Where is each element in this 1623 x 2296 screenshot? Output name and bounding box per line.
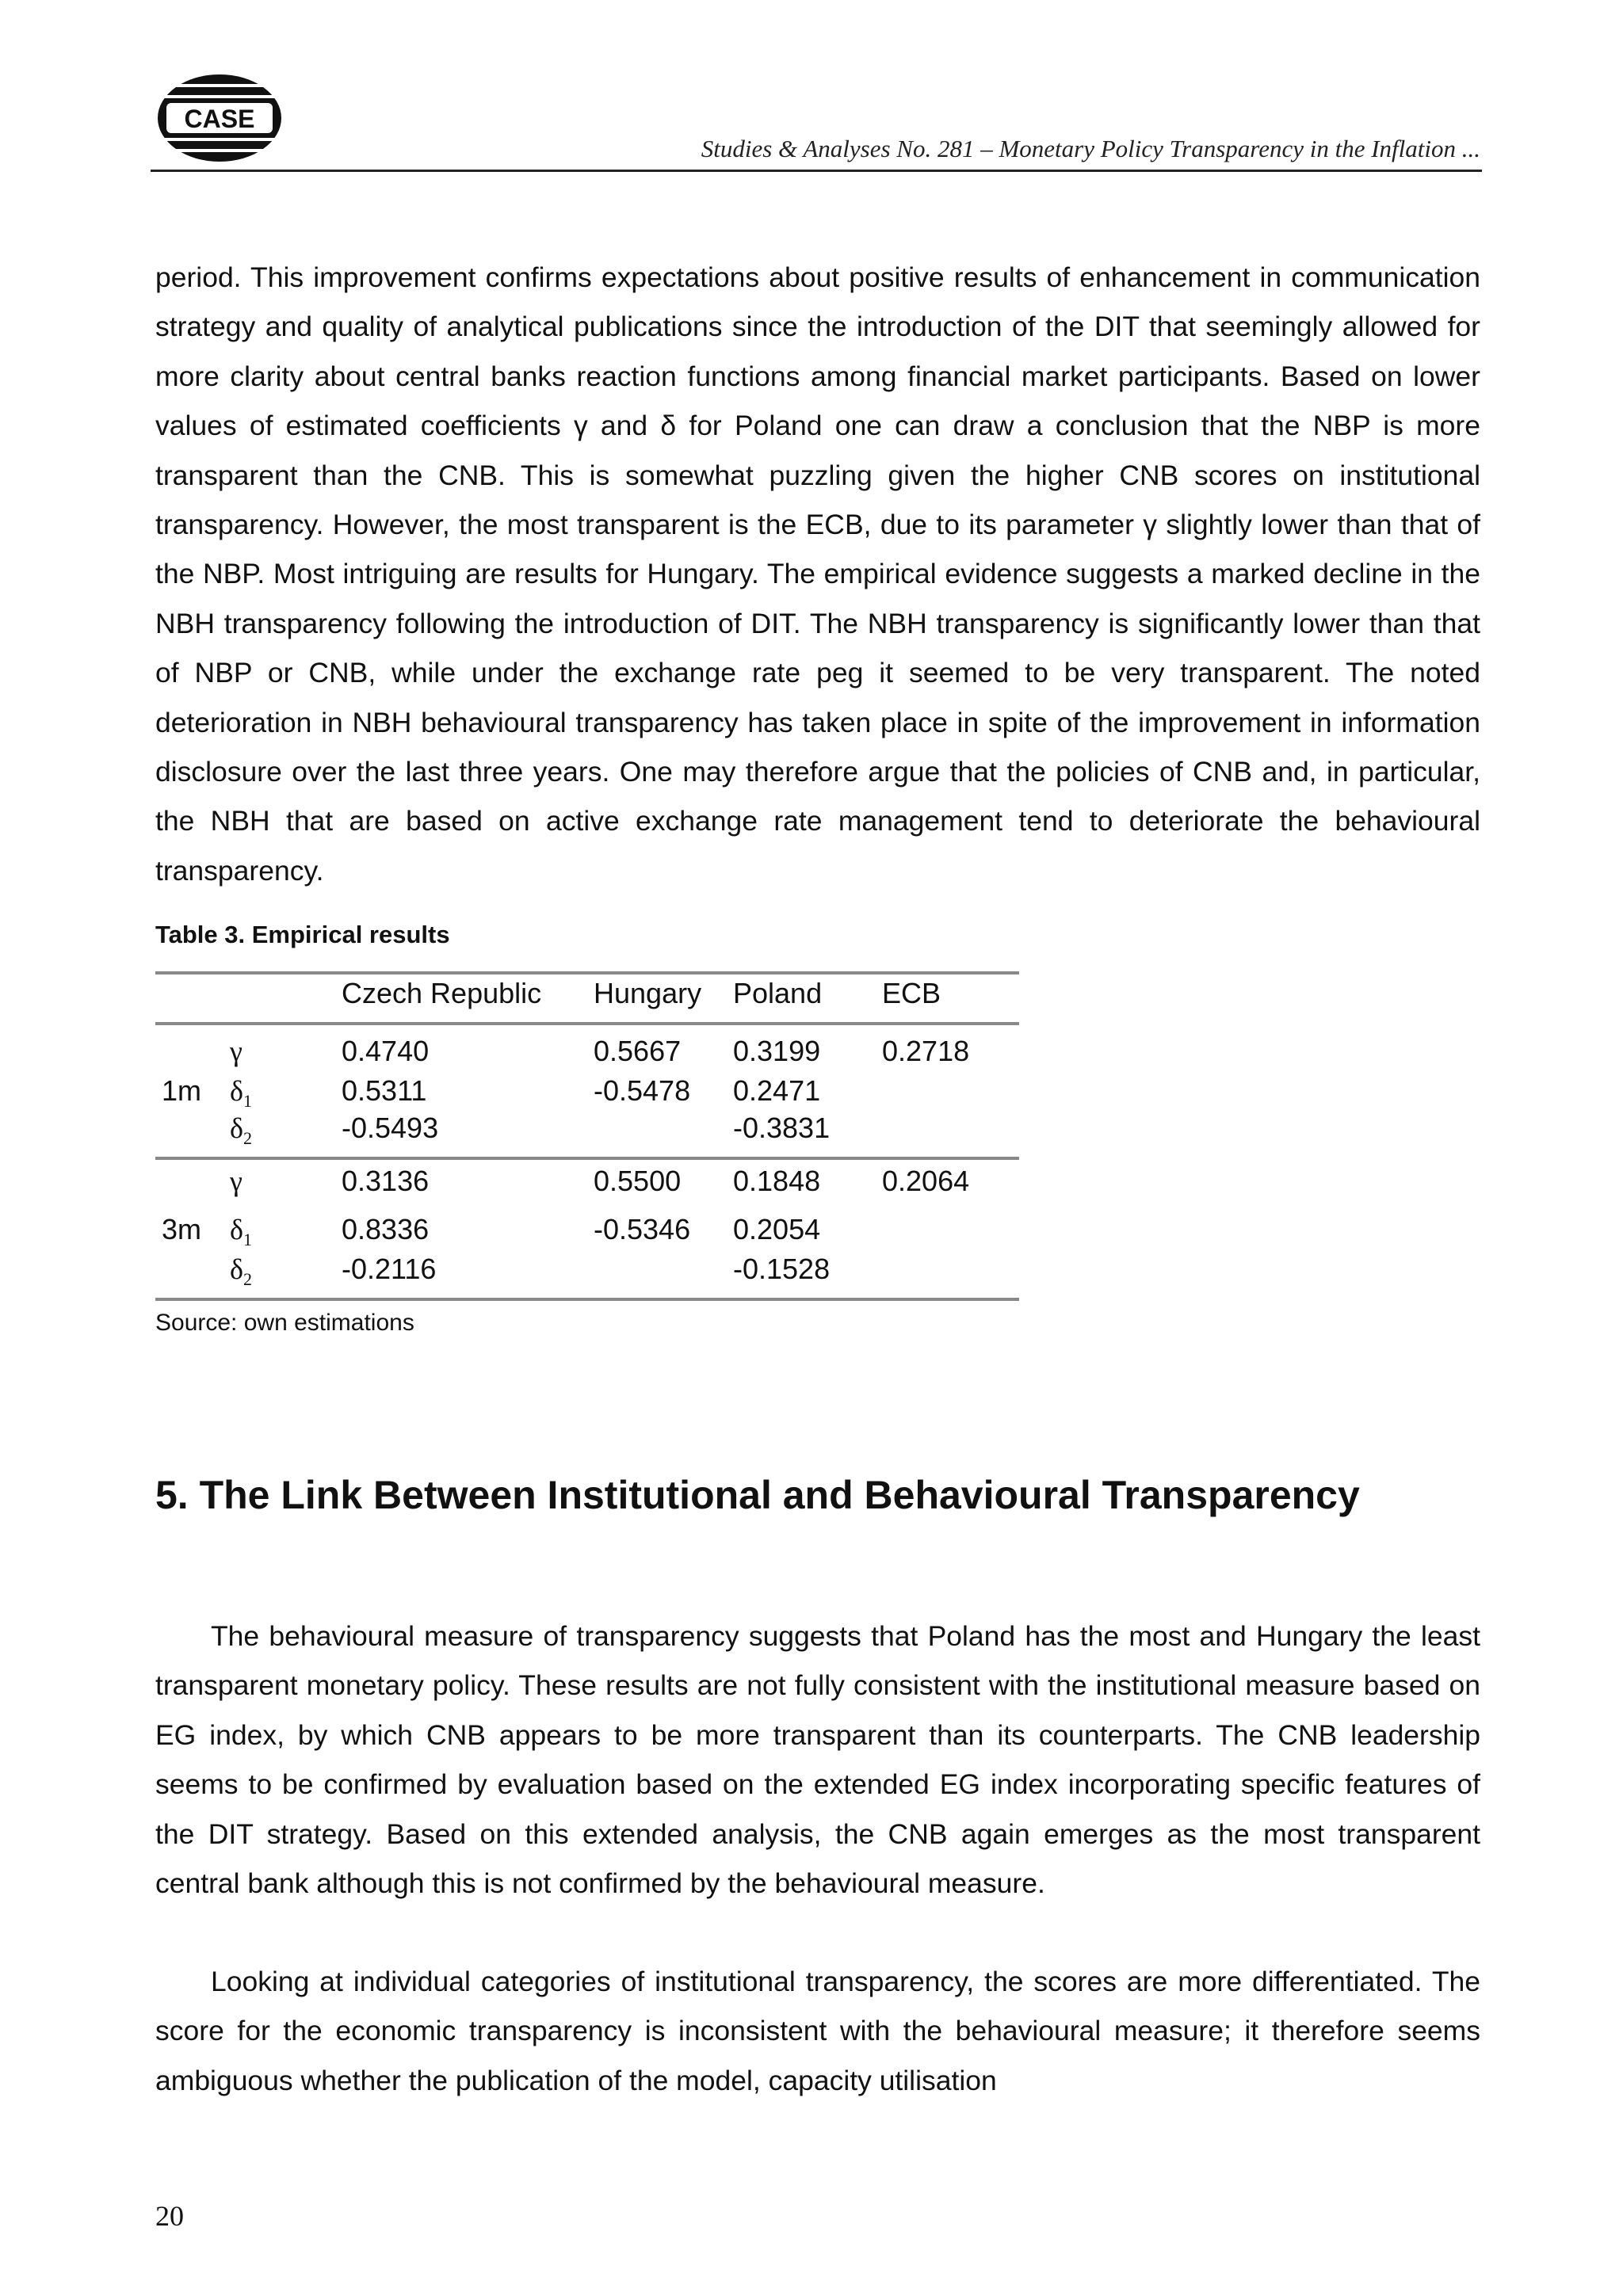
parameter-symbol	[230, 1213, 252, 1250]
symbol-subscript: 2	[242, 1269, 252, 1290]
section-heading: 5. The Link Between Institutional and Behavioural Transparency	[155, 1473, 1360, 1517]
symbol: γ	[230, 1165, 242, 1197]
parameter-symbol	[230, 1074, 252, 1112]
symbol: δ	[230, 1214, 243, 1245]
svg-text:CASE: CASE	[184, 105, 255, 133]
symbol: δ	[230, 1112, 243, 1144]
table-cell: -0.5493	[342, 1112, 439, 1144]
table-cell: -0.3831	[733, 1112, 831, 1144]
column-header: Poland	[733, 977, 823, 1009]
symbol-subscript: 1	[242, 1091, 252, 1112]
page-number: 20	[155, 2200, 184, 2232]
parameter-symbol	[230, 1165, 242, 1202]
table-cell: 0.2471	[733, 1074, 821, 1107]
table-cell: 0.1848	[733, 1165, 821, 1197]
table-cell: 0.8336	[342, 1213, 430, 1245]
symbol: δ	[230, 1253, 243, 1285]
table-cell: 0.5311	[342, 1074, 427, 1107]
body-paragraph: The behavioural measure of transparency suggests that Poland has the most and Hungary the least transparent monetary policy. These results are not fully consistent with the institutional measure based on EG index, by which CNB appears to be more transparent than its counterparts. The CNB leadership seems to be confirmed by evaluation based on the extended EG index incorporating specific features of the DIT strategy. Based on this extended analysis, the CNB again emerges as the most transparent central bank although this is not confirmed by the behavioural measure.	[155, 1620, 1480, 1900]
table-cell: 0.2064	[882, 1165, 970, 1197]
column-header: Hungary	[594, 977, 702, 1009]
parameter-symbol	[230, 1035, 242, 1072]
table-cell: 0.4740	[342, 1035, 430, 1067]
table-cell: -0.1528	[733, 1253, 831, 1285]
parameter-symbol	[230, 1253, 252, 1290]
table-cell: -0.5478	[594, 1074, 691, 1107]
table-rule	[155, 971, 1019, 974]
table-cell: 0.2718	[882, 1035, 970, 1067]
symbol: γ	[230, 1035, 242, 1067]
column-header: Czech Republic	[342, 977, 542, 1009]
symbol-subscript: 2	[242, 1128, 252, 1149]
table-cell: -0.5346	[594, 1213, 691, 1245]
symbol: δ	[230, 1075, 243, 1107]
table-source: Source: own estimations	[155, 1310, 414, 1336]
parameter-symbol	[230, 1112, 252, 1149]
table-cell: 0.5667	[594, 1035, 682, 1067]
table-cell: 0.3136	[342, 1165, 430, 1197]
header-rule	[151, 170, 1482, 172]
table-cell: 0.3199	[733, 1035, 821, 1067]
group-label: 3m	[162, 1213, 202, 1245]
table-caption: Table 3. Empirical results	[155, 921, 450, 948]
case-logo	[155, 73, 284, 163]
body-paragraph: Looking at individual categories of institutional transparency, the scores are more differentiated. The score for the economic transparency is inconsistent with the behavioural measure; it therefore seems ambiguous whether the publication of the model, capacity utilisation	[155, 1966, 1480, 2096]
symbol-subscript: 1	[242, 1230, 252, 1250]
table-cell: 0.2054	[733, 1213, 821, 1245]
table-rule	[155, 1022, 1019, 1025]
table-rule	[155, 1298, 1019, 1301]
table-cell: 0.5500	[594, 1165, 682, 1197]
table-rule	[155, 1157, 1019, 1160]
body-paragraph: period. This improvement confirms expectations about positive results of enhancement in communication strategy and quality of analytical publications since the introduction of the DIT that seemingly allowed for more clarity about central banks reaction functions among financial market participants. Based on lower values of estimated coefficients γ and δ for Poland one can draw a conclusion that the NBP is more transparent than the CNB. This is somewhat puzzling given the higher CNB scores on institutional transparency. However, the most transparent is the ECB, due to its parameter γ slightly lower than that of the NBP. Most intriguing are results for Hungary. The empirical evidence suggests a marked decline in the NBH transparency following the introduction of DIT. The NBH transparency is significantly lower than that of NBP or CNB, while under the exchange rate peg it seemed to be very transparent. The noted deterioration in NBH behavioural transparency has taken place in spite of the improvement in information disclosure over the last three years. One may therefore argue that the policies of CNB and, in particular, the NBH that are based on active exchange rate management tend to deteriorate the behavioural transparency.	[155, 261, 1480, 887]
running-title: Studies & Analyses No. 281 – Monetary Policy Transparency in the Inflation ...	[701, 135, 1480, 162]
table-cell: -0.2116	[342, 1253, 437, 1285]
group-label: 1m	[162, 1074, 202, 1107]
column-header: ECB	[882, 977, 941, 1009]
